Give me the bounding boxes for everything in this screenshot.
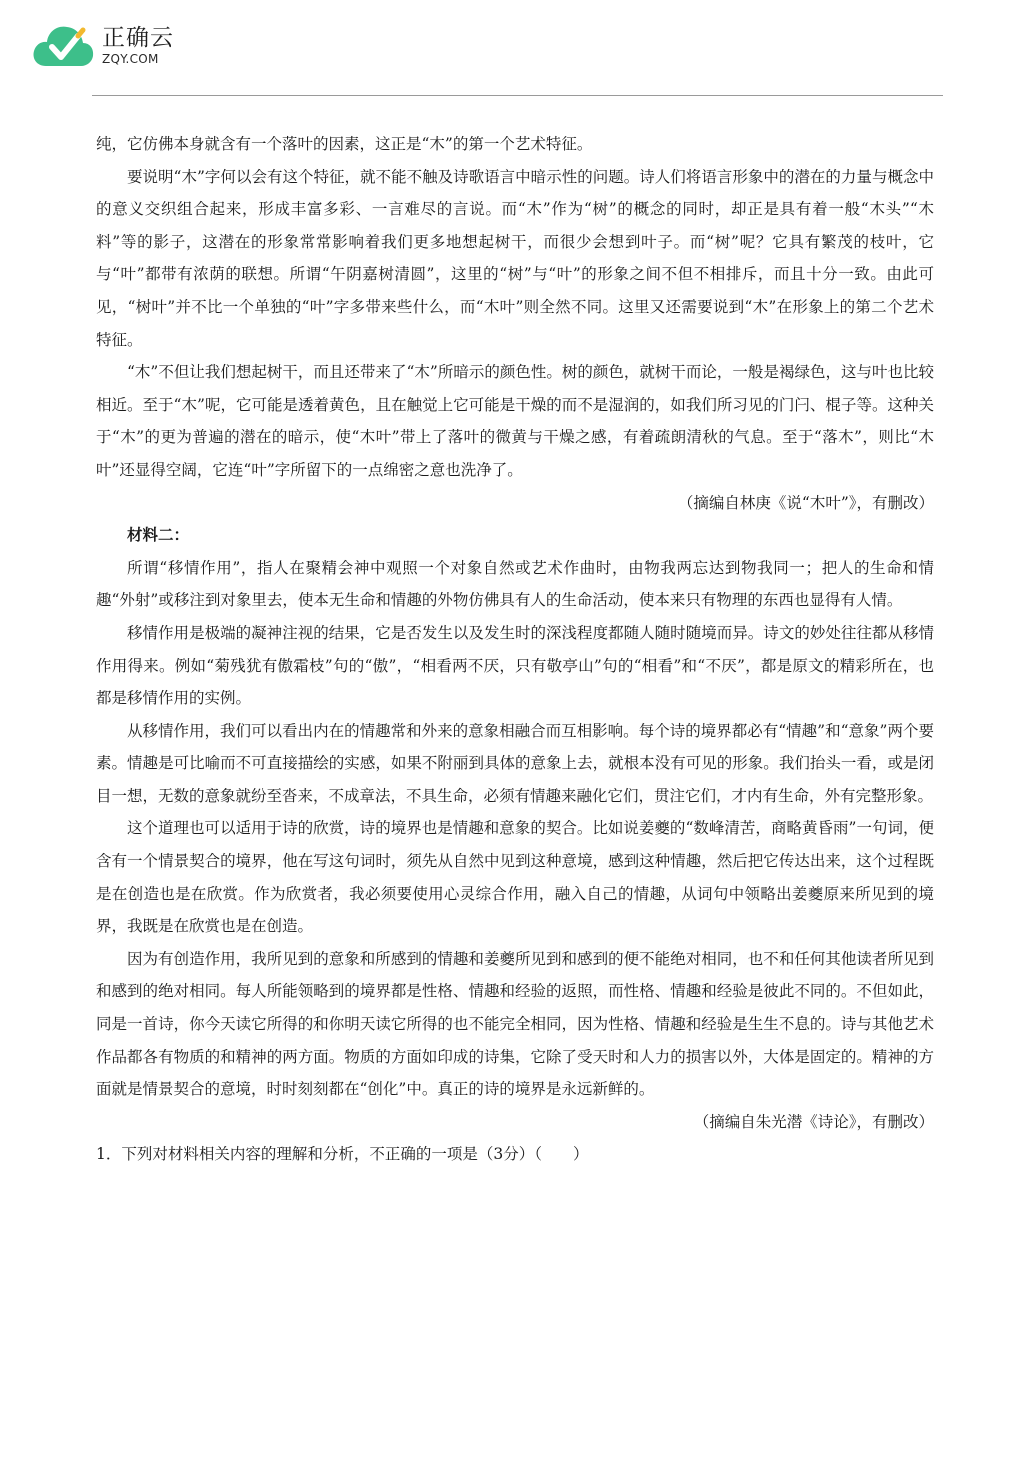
section-heading: 材料二：: [127, 525, 190, 545]
source-citation: （摘编自林庚《说“木叶”》，有删改）: [677, 493, 934, 512]
document-body: [96, 128, 934, 1171]
header-divider: [92, 95, 943, 96]
brand-domain: ZQY.COM: [102, 52, 159, 66]
paragraph: 要说明“木”字何以会有这个特征，就不能不触及诗歌语言中暗示性的问题。诗人们将语言形象中的潜在的力量与概念中的意义交织组合起来，形成丰富多彩、一言难尽的言说。而“木”作为“树”的概念的同时，却正是具有着一般“木头”“木料”等的影子，这潜在的形象常常影响着我们更多地想起树干，而很少会想到叶子。而“树”呢？它具有繁茂的枝叶，它与“叶”都带有浓荫的联想。所谓“午阴嘉树清圆”，这里的“树”与“叶”的形象之间不但不相排斥，而且十分一致。由此可见，“树叶”并不比一个单独的“叶”字多带来些什么，而“木叶”则全然不同。这里又还需要说到“木”在形象上的第二个艺术特征。: [96, 167, 934, 349]
cloud-check-icon: [30, 20, 96, 72]
paragraph-continued: 纯，它仿佛本身就含有一个落叶的因素，这正是“木”的第一个艺术特征。: [96, 135, 593, 153]
brand-logo-text: [102, 27, 174, 65]
paragraph: 所谓“移情作用”，指人在聚精会神中观照一个对象自然或艺术作曲时，由物我两忘达到物我同一；把人的生命和情趣“外射”或移注到对象里去，使本无生命和情趣的外物仿佛具有人的生命活动，使本来只有物理的东西也显得有人情。: [96, 558, 934, 610]
paragraph: 这个道理也可以适用于诗的欣赏，诗的境界也是情趣和意象的契合。比如说姜夔的“数峰清苦，商略黄昏雨”一句词，便含有一个情景契合的境界，他在写这句词时，须先从自然中见到这种意境，感到这种情趣，然后把它传达出来，这个过程既是在创造也是在欣赏。作为欣赏者，我必须要使用心灵综合作用，融入自己的情趣，从词句中领略出姜夔原来所见到的境界，我既是在欣赏也是在创造。: [96, 819, 934, 936]
paragraph: 因为有创造作用，我所见到的意象和所感到的情趣和姜夔所见到和感到的便不能绝对相同，也不和任何其他读者所见到和感到的绝对相同。每人所能领略到的境界都是性格、情趣和经验的返照，而性格、情趣和经验是彼此不同的。不但如此，同是一首诗，你今天读它所得的和你明天读它所得的也不能完全相同，因为性格、情趣和经验是生生不息的。诗与其他艺术作品都各有物质的和精神的两方面。物质的方面如印成的诗集，它除了受天时和人力的损害以外，大体是固定的。精神的方面就是情景契合的意境，时时刻刻都在“创化”中。真正的诗的境界是永远新鲜的。: [96, 949, 934, 1099]
brand-name: 正确云: [102, 25, 174, 51]
paragraph: “木”不但让我们想起树干，而且还带来了“木”所暗示的颜色性。树的颜色，就树干而论，一般是褐绿色，这与叶也比较相近。至于“木”呢，它可能是透着黄色，且在触觉上它可能是干燥的而不是湿润的，如我们所习见的门闩、棍子等。这种关于“木”的更为普遍的潜在的暗示，使“木叶”带上了落叶的微黄与干燥之感，有着疏朗清秋的气息。至于“落木”，则比“木叶”还显得空阔，它连“叶”字所留下的一点绵密之意也洗净了。: [96, 363, 934, 479]
source-citation: （摘编自朱光潜《诗论》，有删改）: [693, 1112, 934, 1131]
site-header: [30, 20, 174, 72]
question-item: 1．下列对材料相关内容的理解和分析，不正确的一项是（3分）（ ）: [96, 1145, 589, 1164]
paragraph: 移情作用是极端的凝神注视的结果，它是否发生以及发生时的深浅程度都随人随时随境而异。诗文的妙处往往都从移情作用得来。例如“菊残犹有傲霜枝”句的“傲”，“相看两不厌，只有敬亭山”句的“相看”和“不厌”，都是原文的精彩所在，也都是移情作用的实例。: [96, 623, 934, 708]
paragraph: 从移情作用，我们可以看出内在的情趣常和外来的意象相融合而互相影响。每个诗的境界都必有“情趣”和“意象”两个要素。情趣是可比喻而不可直接描绘的实感，如果不附丽到具体的意象上去，就根本没有可见的形象。我们抬头一看，或是闭目一想，无数的意象就纷至沓来，不成章法，不具生命，必须有情趣来融化它们，贯注它们，才内有生命，外有完整形象。: [96, 721, 934, 805]
